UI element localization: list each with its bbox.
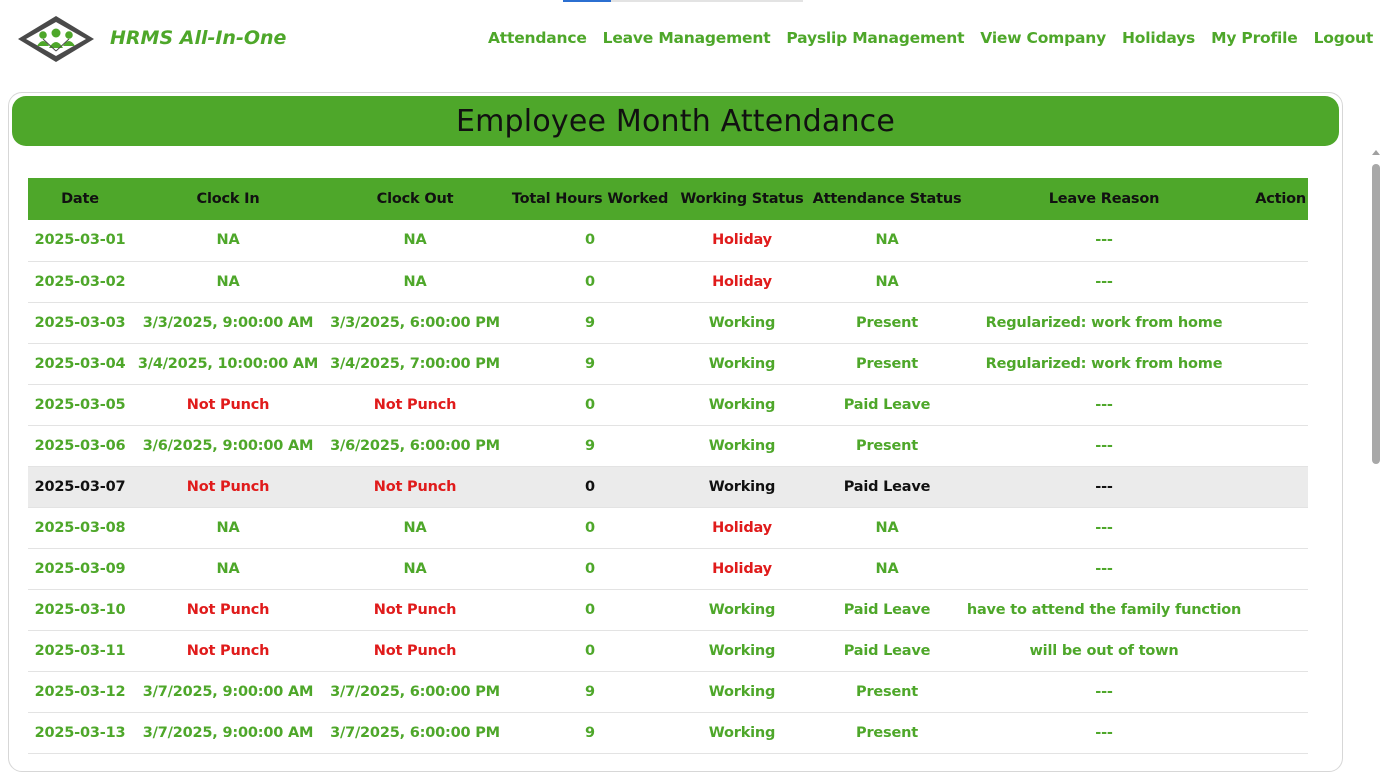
page-title-bar xyxy=(12,96,1339,146)
table-row[interactable] xyxy=(28,507,1308,548)
cell-total-hours: 0 xyxy=(585,232,595,249)
cell-date: 2025-03-05 xyxy=(34,396,126,413)
cell-date: 2025-03-12 xyxy=(34,683,126,700)
cell-leave-reason: --- xyxy=(1095,232,1113,249)
cell-action xyxy=(1244,384,1308,425)
cell-clock-out: 3/3/2025, 6:00:00 PM xyxy=(330,314,500,331)
cell-attendance-status: Paid Leave xyxy=(843,478,931,495)
cell-clock-out: Not Punch xyxy=(373,478,457,495)
cell-action xyxy=(1244,589,1308,630)
cell-total-hours: 0 xyxy=(585,519,595,536)
cell-leave-reason: --- xyxy=(1095,478,1113,495)
cell-attendance-status: Present xyxy=(856,314,918,331)
cell-total-hours: 9 xyxy=(585,437,595,454)
cell-clock-out: NA xyxy=(403,273,427,290)
table-row[interactable] xyxy=(28,261,1308,302)
nav-holidays[interactable]: Holidays xyxy=(1122,29,1196,47)
cell-leave-reason: --- xyxy=(1095,519,1113,536)
cell-leave-reason: --- xyxy=(1095,724,1113,741)
table-row[interactable] xyxy=(28,425,1308,466)
column-header-attendance-status: Attendance Status xyxy=(812,191,962,207)
cell-leave-reason: have to attend the family function xyxy=(966,601,1242,618)
cell-date: 2025-03-11 xyxy=(34,642,126,659)
table-row[interactable] xyxy=(28,343,1308,384)
table-header-row xyxy=(28,178,1308,220)
brand-name: HRMS All-In-One xyxy=(110,27,287,49)
cell-attendance-status: Paid Leave xyxy=(843,601,931,618)
cell-date: 2025-03-09 xyxy=(34,560,126,577)
cell-attendance-status: Present xyxy=(856,437,918,454)
cell-clock-in: 3/7/2025, 9:00:00 AM xyxy=(142,683,314,700)
cell-action xyxy=(1244,425,1308,466)
cell-clock-out: Not Punch xyxy=(373,642,457,659)
main-nav xyxy=(488,29,1389,47)
cell-working-status: Working xyxy=(708,601,776,618)
cell-clock-out: NA xyxy=(403,232,427,249)
column-header-clock-out: Clock Out xyxy=(376,191,454,207)
cell-clock-in: Not Punch xyxy=(186,642,270,659)
cell-leave-reason: Regularized: work from home xyxy=(985,314,1223,331)
cell-clock-in: NA xyxy=(216,232,240,249)
logo[interactable] xyxy=(16,15,96,63)
table-row[interactable] xyxy=(28,712,1308,753)
nav-leave-management[interactable]: Leave Management xyxy=(602,29,771,47)
cell-action xyxy=(1244,466,1308,507)
cell-date: 2025-03-07 xyxy=(34,478,126,495)
cell-action xyxy=(1244,712,1308,753)
cell-leave-reason: --- xyxy=(1095,437,1113,454)
cell-action xyxy=(1244,671,1308,712)
nav-my-profile[interactable]: My Profile xyxy=(1211,29,1298,47)
table-row[interactable] xyxy=(28,466,1308,507)
cell-working-status: Working xyxy=(708,642,776,659)
cell-leave-reason: --- xyxy=(1095,560,1113,577)
cell-date: 2025-03-08 xyxy=(34,519,126,536)
cell-clock-in: 3/7/2025, 9:00:00 AM xyxy=(142,724,314,741)
cell-action xyxy=(1244,630,1308,671)
cell-leave-reason: will be out of town xyxy=(1029,642,1179,659)
people-network-logo-icon xyxy=(16,15,96,63)
cell-clock-in: 3/4/2025, 10:00:00 AM xyxy=(137,355,319,372)
cell-working-status: Holiday xyxy=(712,232,772,249)
column-header-working-status: Working Status xyxy=(680,191,804,207)
nav-view-company[interactable]: View Company xyxy=(980,29,1107,47)
cell-working-status: Holiday xyxy=(712,519,772,536)
cell-clock-out: 3/4/2025, 7:00:00 PM xyxy=(330,355,500,372)
cell-clock-in: Not Punch xyxy=(186,601,270,618)
nav-logout[interactable]: Logout xyxy=(1313,29,1374,47)
table-row[interactable] xyxy=(28,220,1308,261)
cell-date: 2025-03-04 xyxy=(34,355,126,372)
cell-total-hours: 9 xyxy=(585,314,595,331)
attendance-table-container[interactable] xyxy=(28,178,1309,778)
cell-working-status: Holiday xyxy=(712,560,772,577)
cell-date: 2025-03-06 xyxy=(34,437,126,454)
cell-leave-reason: --- xyxy=(1095,683,1113,700)
cell-attendance-status: Paid Leave xyxy=(843,642,931,659)
cell-clock-in: Not Punch xyxy=(186,478,270,495)
cell-action xyxy=(1244,302,1308,343)
column-header-action: Action xyxy=(1255,191,1306,207)
cell-clock-in: NA xyxy=(216,560,240,577)
cell-clock-out: 3/7/2025, 6:00:00 PM xyxy=(330,683,500,700)
nav-attendance[interactable]: Attendance xyxy=(488,29,587,47)
cell-clock-in: NA xyxy=(216,273,240,290)
cell-date: 2025-03-13 xyxy=(34,724,126,741)
cell-total-hours: 0 xyxy=(585,560,595,577)
attendance-card xyxy=(8,92,1343,772)
cell-clock-out: Not Punch xyxy=(373,601,457,618)
cell-attendance-status: Present xyxy=(856,355,918,372)
table-row[interactable] xyxy=(28,302,1308,343)
cell-attendance-status: NA xyxy=(875,519,899,536)
cell-working-status: Working xyxy=(708,478,776,495)
cell-action xyxy=(1244,343,1308,384)
cell-working-status: Working xyxy=(708,355,776,372)
cell-total-hours: 9 xyxy=(585,683,595,700)
app-header xyxy=(0,0,1374,78)
cell-clock-out: NA xyxy=(403,519,427,536)
cell-total-hours: 9 xyxy=(585,724,595,741)
cell-total-hours: 0 xyxy=(585,478,595,495)
cell-action xyxy=(1244,507,1308,548)
cell-date: 2025-03-03 xyxy=(34,314,126,331)
cell-attendance-status: NA xyxy=(875,560,899,577)
attendance-table-body xyxy=(28,220,1308,753)
scrollbar-thumb[interactable] xyxy=(1372,164,1380,464)
table-row[interactable] xyxy=(28,671,1308,712)
column-header-clock-in: Clock In xyxy=(196,191,260,207)
table-row[interactable] xyxy=(28,630,1308,671)
cell-attendance-status: Paid Leave xyxy=(843,396,931,413)
attendance-table xyxy=(28,178,1308,754)
cell-working-status: Working xyxy=(708,683,776,700)
cell-date: 2025-03-01 xyxy=(34,232,126,249)
table-row[interactable] xyxy=(28,548,1308,589)
cell-working-status: Working xyxy=(708,314,776,331)
cell-action xyxy=(1244,261,1308,302)
cell-working-status: Working xyxy=(708,437,776,454)
column-header-leave-reason: Leave Reason xyxy=(1048,191,1160,207)
cell-clock-in: 3/6/2025, 9:00:00 AM xyxy=(142,437,314,454)
cell-attendance-status: Present xyxy=(856,683,918,700)
cell-action xyxy=(1244,548,1308,589)
table-row[interactable] xyxy=(28,589,1308,630)
cell-clock-out: Not Punch xyxy=(373,396,457,413)
cell-leave-reason: Regularized: work from home xyxy=(985,355,1223,372)
cell-clock-in: NA xyxy=(216,519,240,536)
cell-date: 2025-03-02 xyxy=(34,273,126,290)
cell-clock-out: 3/7/2025, 6:00:00 PM xyxy=(330,724,500,741)
cell-working-status: Working xyxy=(708,724,776,741)
cell-total-hours: 9 xyxy=(585,355,595,372)
cell-attendance-status: NA xyxy=(875,273,899,290)
cell-total-hours: 0 xyxy=(585,273,595,290)
scroll-up-arrow-icon[interactable] xyxy=(1372,150,1380,155)
cell-total-hours: 0 xyxy=(585,396,595,413)
table-row[interactable] xyxy=(28,384,1308,425)
cell-attendance-status: NA xyxy=(875,232,899,249)
column-header-total-hours: Total Hours Worked xyxy=(511,191,669,207)
nav-payslip-management[interactable]: Payslip Management xyxy=(786,29,965,47)
column-header-date: Date xyxy=(61,191,99,207)
cell-clock-out: NA xyxy=(403,560,427,577)
vertical-scrollbar[interactable] xyxy=(1371,150,1381,762)
cell-working-status: Holiday xyxy=(712,273,772,290)
page-title: Employee Month Attendance xyxy=(455,103,896,139)
cell-leave-reason: --- xyxy=(1095,273,1113,290)
cell-total-hours: 0 xyxy=(585,601,595,618)
cell-attendance-status: Present xyxy=(856,724,918,741)
cell-action xyxy=(1244,220,1308,261)
cell-clock-in: Not Punch xyxy=(186,396,270,413)
cell-working-status: Working xyxy=(708,396,776,413)
cell-clock-in: 3/3/2025, 9:00:00 AM xyxy=(142,314,314,331)
cell-leave-reason: --- xyxy=(1095,396,1113,413)
cell-total-hours: 0 xyxy=(585,642,595,659)
cell-date: 2025-03-10 xyxy=(34,601,126,618)
cell-clock-out: 3/6/2025, 6:00:00 PM xyxy=(330,437,500,454)
